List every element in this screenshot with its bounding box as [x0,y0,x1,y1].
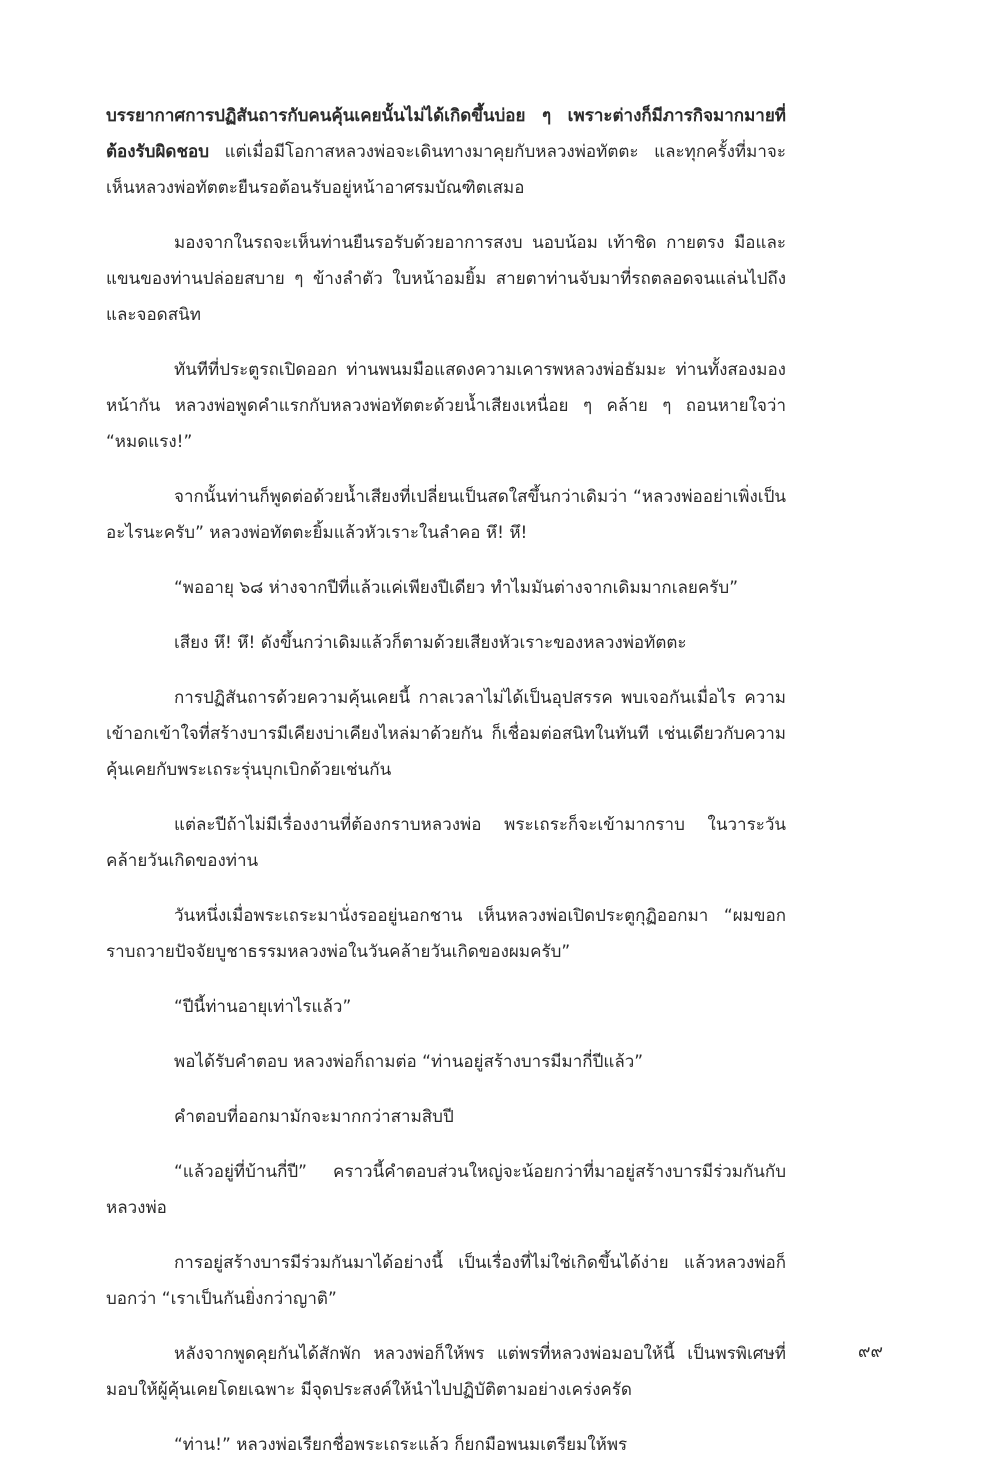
paragraph-4: จากนั้นท่านก็พูดต่อด้วยน้ำเสียงที่เปลี่ยนเป็นสดใสขึ้นกว่าเดิมว่า “หลวงพ่ออย่าเพิ่งเป็นอะไรนะครับ” หลวงพ่อทัตตะยิ้มแล้วหัวเราะในลำคอ หึ! หึ! [106,487,786,543]
paragraph-2: มองจากในรถจะเห็นท่านยืนรอรับด้วยอาการสงบ นอบน้อม เท้าชิด กายตรง มือและแขนของท่านปล่อยสบาย ๆ ข้างลำตัว ใบหน้าอมยิ้ม สายตาท่านจับมาที่รถตลอดจนแล่นไปถึงและจอดสนิท [106,233,786,325]
bold-lead-text: บรรยากาศการปฏิสันถารกับคนคุ้นเคยนั้นไม่ได้เกิดขึ้นบ่อย ๆ เพราะต่างก็มีภารกิจมากมายที่ต้องรับผิดชอบ [106,106,786,162]
paragraph-7: การปฏิสันถารด้วยความคุ้นเคยนี้ กาลเวลาไม่ได้เป็นอุปสรรค พบเจอกันเมื่อไร ความเข้าอกเข้าใจที่สร้างบารมีเคียงบ่าเคียงไหล่มาด้วยกัน ก็เชื่อมต่อสนิทในทันที เช่นเดียวกับความคุ้นเคยกับพระเถระรุ่นบุกเบิกด้วยเช่นกัน [106,688,786,780]
paragraph-11: พอได้รับคำตอบ หลวงพ่อก็ถามต่อ “ท่านอยู่สร้างบารมีมากี่ปีแล้ว” [174,1052,644,1072]
paragraph-9: วันหนึ่งเมื่อพระเถระมานั่งรออยู่นอกชาน เห็นหลวงพ่อเปิดประตูกุฏิออกมา “ผมขอกราบถวายปัจจัยบูชาธรรมหลวงพ่อในวันคล้ายวันเกิดของผมครับ” [106,906,786,962]
paragraph-8: แต่ละปีถ้าไม่มีเรื่องงานที่ต้องกราบหลวงพ่อ พระเถระก็จะเข้ามากราบ ในวาระวันคล้ายวันเกิดของท่าน [106,815,786,871]
paragraph-10: “ปีนี้ท่านอายุเท่าไรแล้ว” [174,997,352,1017]
paragraph-15: หลังจากพูดคุยกันได้สักพัก หลวงพ่อก็ให้พร แต่พรที่หลวงพ่อมอบให้นี้ เป็นพรพิเศษที่มอบให้ผู้คุ้นเคยโดยเฉพาะ มีจุดประสงค์ให้นำไปปฏิบัติตามอย่างเคร่งครัด [106,1344,786,1400]
paragraph-14: การอยู่สร้างบารมีร่วมกันมาได้อย่างนี้ เป็นเรื่องที่ไม่ใช่เกิดขึ้นได้ง่าย แล้วหลวงพ่อก็บอกว่า “เราเป็นกันยิ่งกว่าญาติ” [106,1253,786,1309]
paragraph-6: เสียง หึ! หึ! ดังขึ้นกว่าเดิมแล้วก็ตามด้วยเสียงหัวเราะของหลวงพ่อทัตตะ [174,633,687,653]
paragraph-12: คำตอบที่ออกมามักจะมากกว่าสามสิบปี [174,1107,454,1127]
paragraph-3: ทันทีที่ประตูรถเปิดออก ท่านพนมมือแสดงความเคารพหลวงพ่อธัมมะ ท่านทั้งสองมองหน้ากัน หลวงพ่อพูดคำแรกกับหลวงพ่อทัตตะด้วยน้ำเสียงเหนื่อย ๆ คล้าย ๆ ถอนหายใจว่า “หมดแรง!” [106,360,786,452]
paragraph-text: แต่เมื่อมีโอกาสหลวงพ่อจะเดินทางมาคุยกับหลวงพ่อทัตตะ และทุกครั้งที่มาจะเห็นหลวงพ่อทัตตะยืนรอต้อนรับอยู่หน้าอาศรมบัณฑิตเสมอ [106,142,786,198]
page-number: ๙๙ [858,1342,883,1362]
paragraph-16: “ท่าน!” หลวงพ่อเรียกชื่อพระเถระแล้ว ก็ยกมือพนมเตรียมให้พร [174,1435,628,1455]
paragraph-1 [106,98,786,206]
paragraph-5: “พออายุ ๖๘ ห่างจากปีที่แล้วแค่เพียงปีเดียว ทำไมมันต่างจากเดิมมากเลยครับ” [174,578,738,598]
paragraph-13: “แล้วอยู่ที่บ้านกี่ปี” คราวนี้คำตอบส่วนใหญ่จะน้อยกว่าที่มาอยู่สร้างบารมีร่วมกันกับหลวงพ่อ [106,1162,786,1218]
body-text [106,98,786,1482]
